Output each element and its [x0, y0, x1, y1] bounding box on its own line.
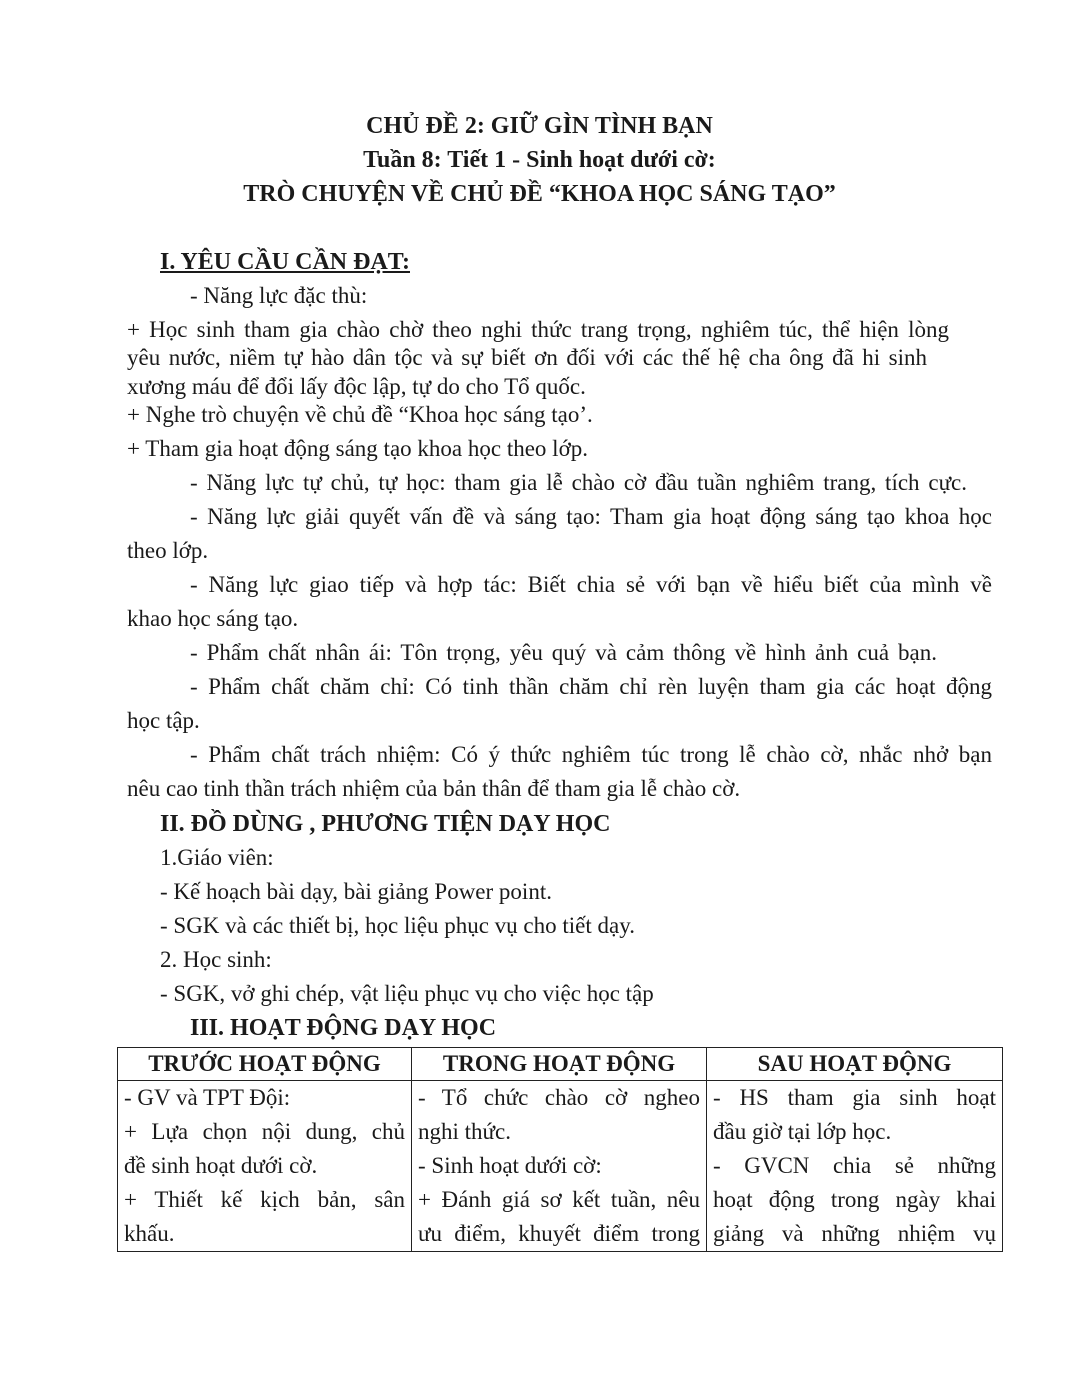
cell-line: - Sinh hoạt dưới cờ: — [418, 1153, 602, 1178]
text-line: + Học sinh tham gia chào chờ theo nghi thức trang trọng, nghiêm túc, thể hiện lòng — [127, 317, 949, 342]
cell-line: nghi thức. — [418, 1119, 511, 1144]
text-line: học tập. — [127, 708, 200, 733]
cell-line: - HS tham gia sinh hoạt — [713, 1085, 996, 1110]
text-line: - Kế hoạch bài dạy, bài giảng Power point. — [160, 879, 552, 904]
text-line: - SGK, vở ghi chép, vật liệu phục vụ cho việc học tập — [160, 981, 654, 1006]
cell-line: ưu điểm, khuyết điểm trong — [418, 1221, 700, 1246]
cell-line: khấu. — [124, 1221, 175, 1246]
cell-before-activity — [118, 1081, 412, 1252]
cell-line: - GVCN chia sẻ những — [713, 1153, 996, 1178]
cell-line: + Thiết kế kịch bản, sân — [124, 1187, 405, 1212]
column-header-before: TRƯỚC HOẠT ĐỘNG — [118, 1048, 412, 1081]
topic-title: CHỦ ĐỀ 2: GIỮ GÌN TÌNH BẠN — [366, 113, 713, 139]
text-line: - Năng lực tự chủ, tự học: tham gia lễ chào cờ đầu tuần nghiêm trang, tích cực. — [190, 470, 967, 495]
text-line: - Năng lực giải quyết vấn đề và sáng tạo: Tham gia hoạt động sáng tạo khoa học — [190, 504, 992, 529]
cell-line: giảng và những nhiệm vụ — [713, 1221, 996, 1246]
text-line: xương máu để đổi lấy độc lập, tự do cho Tổ quốc. — [127, 374, 586, 399]
text-line: - Phẩm chất chăm chỉ: Có tinh thần chăm chỉ rèn luyện tham gia các hoạt động — [190, 674, 992, 699]
column-header-after: SAU HOẠT ĐỘNG — [707, 1048, 1003, 1081]
text-line: - Năng lực giao tiếp và hợp tác: Biết chia sẻ với bạn về hiểu biết của mình về — [190, 572, 992, 597]
text-line: 1.Giáo viên: — [160, 845, 274, 870]
text-line: nêu cao tinh thần trách nhiệm của bản thân để tham gia lễ chào cờ. — [127, 776, 741, 801]
lesson-subtitle: Tuần 8: Tiết 1 - Sinh hoạt dưới cờ: — [363, 147, 716, 173]
table-header-row — [118, 1048, 1003, 1081]
text-line: - Phẩm chất trách nhiệm: Có ý thức nghiêm túc trong lễ chào cờ, nhắc nhở bạn — [190, 742, 992, 767]
column-header-during: TRONG HOẠT ĐỘNG — [412, 1048, 707, 1081]
cell-line: - GV và TPT Đội: — [124, 1085, 291, 1110]
table-row — [118, 1081, 1003, 1252]
cell-line: đề sinh hoạt dưới cờ. — [124, 1153, 318, 1178]
section-2-heading: II. ĐỒ DÙNG , PHƯƠNG TIỆN DẠY HỌC — [160, 811, 611, 837]
text-line: - Phẩm chất nhân ái: Tôn trọng, yêu quý và cảm thông về hình ảnh cuả bạn. — [190, 640, 937, 665]
section-3-heading: III. HOẠT ĐỘNG DẠY HỌC — [190, 1015, 497, 1041]
text-line: khao học sáng tạo. — [127, 606, 299, 631]
cell-after-activity — [707, 1081, 1003, 1252]
text-line: 2. Học sinh: — [160, 947, 272, 972]
lesson-topic-title: TRÒ CHUYỆN VỀ CHỦ ĐỀ “KHOA HỌC SÁNG TẠO” — [243, 181, 836, 207]
activities-table — [117, 1047, 1003, 1252]
text-line: - SGK và các thiết bị, học liệu phục vụ cho tiết dạy. — [160, 913, 635, 938]
text-line: yêu nước, niềm tự hào dân tộc và sự biết ơn đối với các thế hệ cha ông đã hi sinh — [127, 345, 927, 370]
cell-line: + Đánh giá sơ kết tuần, nêu — [418, 1187, 700, 1212]
cell-during-activity — [412, 1081, 707, 1252]
cell-line: hoạt động trong ngày khai — [713, 1187, 996, 1212]
cell-line: + Lựa chọn nội dung, chủ — [124, 1119, 405, 1144]
text-line: + Nghe trò chuyện về chủ đề “Khoa học sáng tạo’. — [127, 402, 593, 427]
cell-line: - Tổ chức chào cờ ngheo — [418, 1085, 700, 1110]
text-line: + Tham gia hoạt động sáng tạo khoa học theo lớp. — [127, 436, 588, 461]
text-line: theo lớp. — [127, 538, 209, 563]
cell-line: đầu giờ tại lớp học. — [713, 1119, 892, 1144]
section-1-heading: I. YÊU CẦU CẦN ĐẠT: — [160, 249, 410, 275]
text-line: - Năng lực đặc thù: — [190, 283, 368, 308]
